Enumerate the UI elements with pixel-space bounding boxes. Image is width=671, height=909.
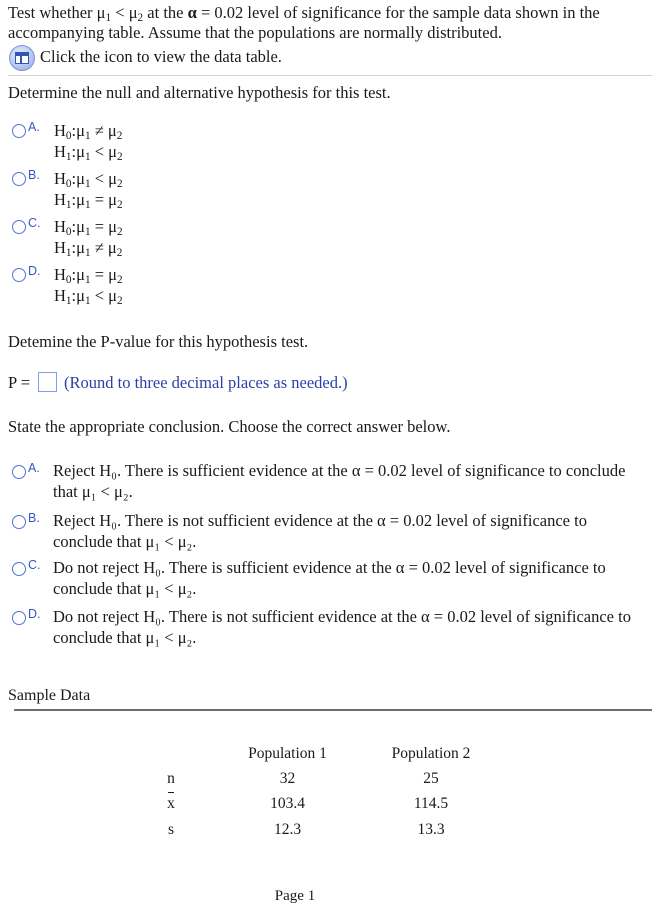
null-hypothesis: $H_0:\mu_1 < \mu_2$ [54, 169, 123, 191]
cell-n-pop2: 25 [423, 770, 439, 787]
hypothesis-option-radio[interactable] [12, 172, 26, 186]
option-letter: D. [28, 264, 41, 278]
row-label-n: n [167, 770, 175, 787]
p-value-input[interactable] [38, 372, 57, 392]
hypothesis-prompt: Determine the null and alternative hypothesis for this test. [8, 83, 391, 102]
pvalue-prompt: Detemine the P-value for this hypothesis test. [8, 332, 309, 351]
cell-n-pop1: 32 [279, 770, 296, 787]
divider [8, 75, 652, 76]
cell-xbar-pop2: 114.5 [413, 795, 449, 812]
conclusion-text-line-2: conclude that μ₁ < μ₂. [53, 628, 197, 647]
conclusion-text-line-1: Do not reject H₀. There is sufficient evidence at the α = 0.02 level of significance to [53, 558, 606, 577]
conclusion-text-line-2: conclude that μ₁ < μ₂. [53, 532, 197, 551]
view-data-table-link[interactable]: Click the icon to view the data table. [40, 47, 282, 66]
conclusion-option-radio[interactable] [12, 611, 26, 625]
option-letter: A. [28, 461, 40, 475]
conclusion-text-line-1: Do not reject H₀. There is not sufficient evidence at the α = 0.02 level of significance to [53, 607, 631, 626]
conclusion-option-radio[interactable] [12, 465, 26, 479]
cell-xbar-pop1: 103.4 [270, 795, 305, 812]
alternative-hypothesis: $H_1:\mu_1 \ne \mu_2$ [54, 238, 123, 260]
cell-s-pop2: 13.3 [417, 821, 445, 838]
question-line-1: Test whether $\mu_1 < \mu_2$ at the α = 0.02 level of significance for the sample data shown in the [8, 3, 600, 25]
option-letter: B. [28, 511, 40, 525]
conclusion-text-line-1: Reject H₀. There is not sufficient evidence at the α = 0.02 level of significance to [53, 511, 587, 530]
intro-text: Test whether [8, 3, 97, 22]
sample-data-divider [14, 709, 652, 711]
null-hypothesis: $H_0:\mu_1 = \mu_2$ [54, 217, 123, 239]
hypothesis-option-radio[interactable] [12, 220, 26, 234]
hypothesis-option-radio[interactable] [12, 124, 26, 138]
alternative-hypothesis: $H_1:\mu_1 < \mu_2$ [54, 142, 123, 164]
alternative-hypothesis: $H_1:\mu_1 = \mu_2$ [54, 190, 123, 212]
option-letter: C. [28, 216, 41, 230]
conclusion-prompt: State the appropriate conclusion. Choose the correct answer below. [8, 417, 451, 436]
null-hypothesis: $H_0:\mu_1 \ne \mu_2$ [54, 121, 123, 143]
column-header-population-2: Population 2 [391, 745, 471, 762]
option-letter: D. [28, 607, 41, 621]
conclusion-option-radio[interactable] [12, 515, 26, 529]
question-line-2: accompanying table. Assume that the populations are normally distributed. [8, 23, 502, 42]
row-label-s: s [167, 821, 175, 838]
p-label: P = [8, 373, 30, 392]
sample-data-title: Sample Data [8, 687, 91, 704]
conclusion-text-line-1: Reject H₀. There is sufficient evidence at the α = 0.02 level of significance to conclude [53, 461, 626, 480]
rounding-hint: (Round to three decimal places as needed.) [64, 373, 348, 392]
conclusion-option-radio[interactable] [12, 562, 26, 576]
page-number: Page 1 [274, 888, 316, 904]
null-hypothesis: $H_0:\mu_1 = \mu_2$ [54, 265, 123, 287]
conclusion-text-line-2: conclude that μ₁ < μ₂. [53, 579, 197, 598]
conclusion-text-line-2: that μ₁ < μ₂. [53, 482, 133, 501]
option-letter: C. [28, 558, 41, 572]
alternative-hypothesis: $H_1:\mu_1 < \mu_2$ [54, 286, 123, 308]
option-letter: B. [28, 168, 40, 182]
cell-s-pop1: 12.3 [273, 821, 302, 838]
column-header-population-1: Population 1 [248, 745, 327, 762]
hypothesis-option-radio[interactable] [12, 268, 26, 282]
table-icon[interactable] [9, 45, 35, 71]
row-label-xbar: x [167, 795, 175, 812]
option-letter: A. [28, 120, 40, 134]
